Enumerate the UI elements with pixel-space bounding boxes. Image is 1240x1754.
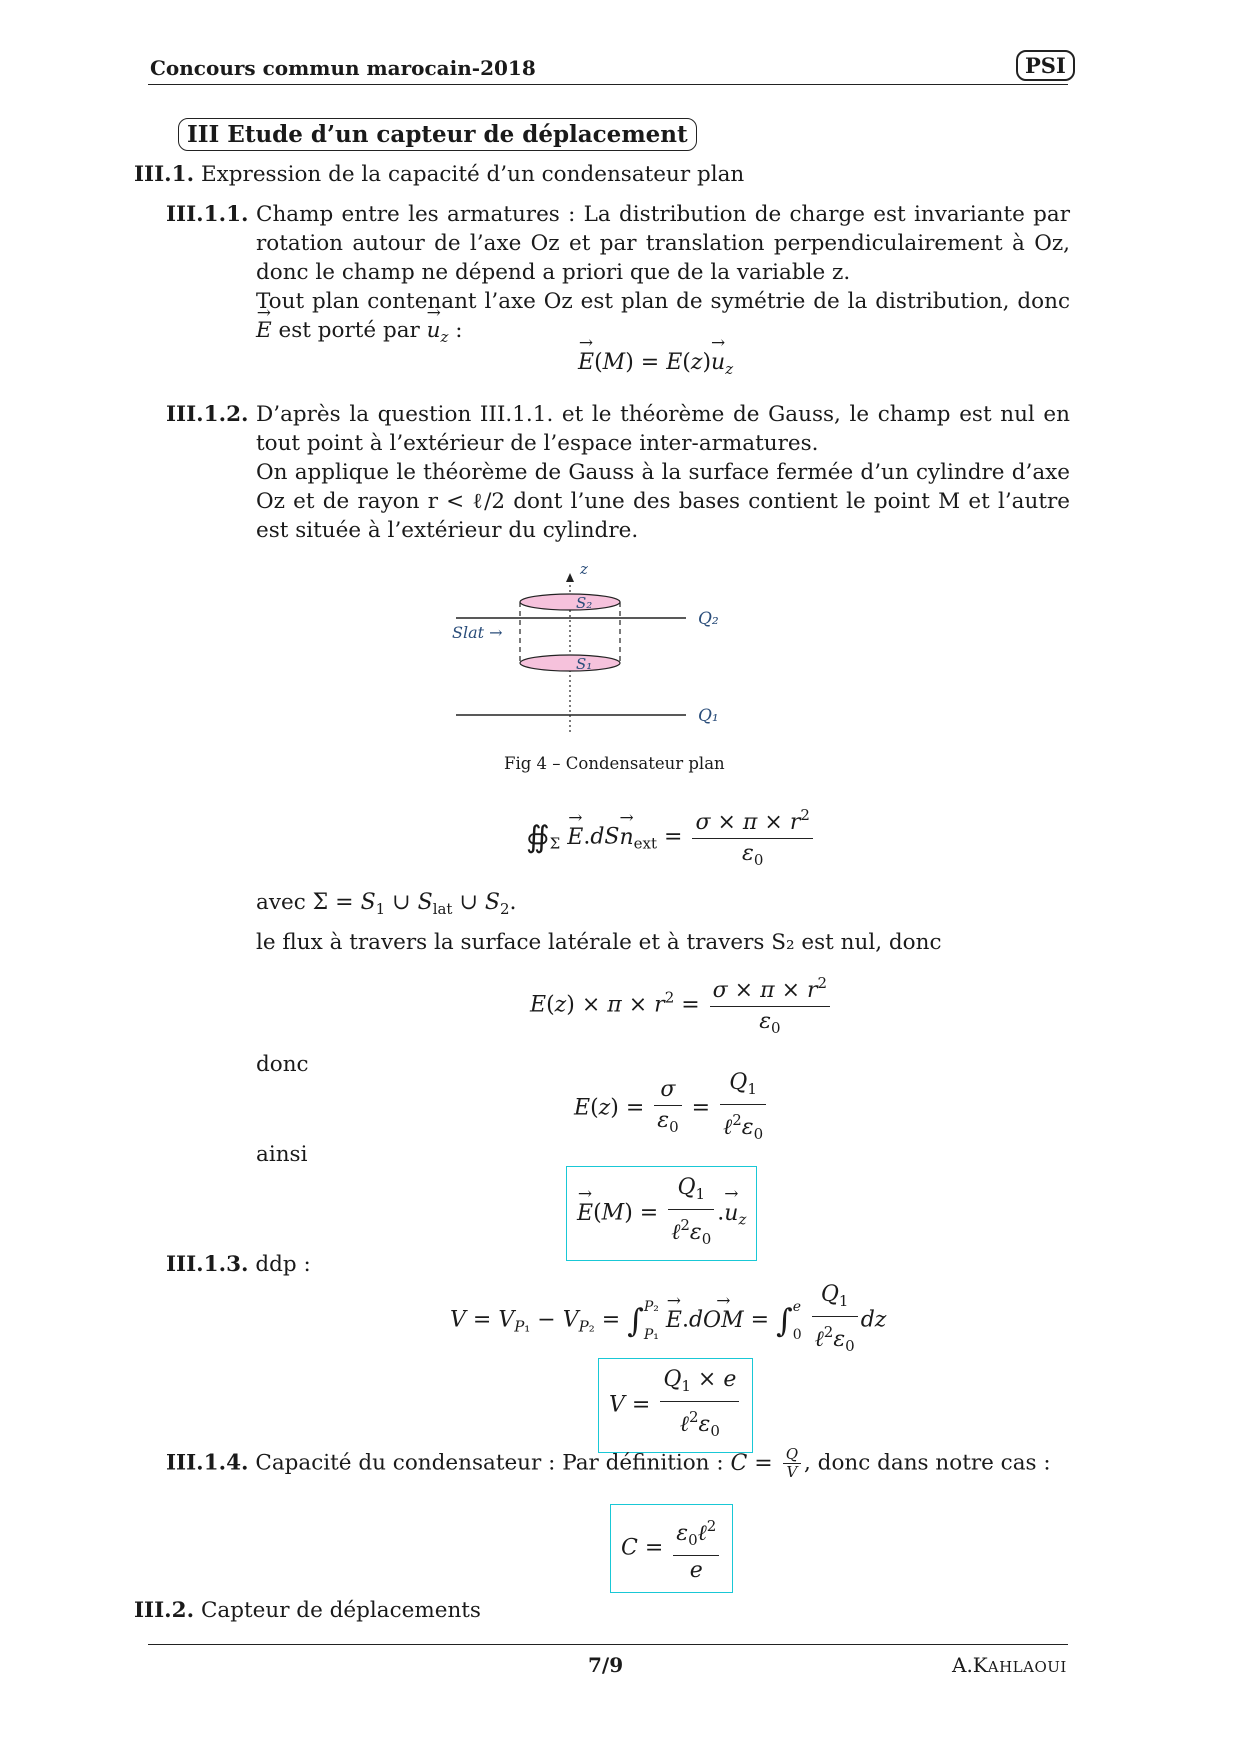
q312-p2: On applique le théorème de Gauss à la surface fermée d’un cylindre d’axe Oz et de rayon r < ℓ/2 dont l’une des bases contient le point M et l’autre est située à l’extérieur du cylindre.	[256, 460, 1070, 543]
q311-p2a: Tout plan contenant l’axe Oz est plan de symétrie de la distribution, donc	[256, 289, 1070, 314]
q32-label: III.2.	[134, 1598, 195, 1623]
q31-label: III.1.	[134, 162, 195, 187]
label-Q2: Q₂	[698, 609, 719, 629]
label-Q1: Q₁	[698, 706, 719, 726]
figure-condensateur	[440, 560, 760, 740]
label-S2: S₂	[576, 594, 593, 612]
flux-line: le flux à travers la surface latérale et à travers S₂ est nul, donc	[256, 930, 942, 955]
z-axis-arrow-icon	[566, 573, 574, 582]
footer-author: A.KAHLAOUI	[952, 1653, 1067, 1677]
q314-line: III.1.4. Capacité du condensateur : Par définition : C = $\frac{Q}{V}$ , donc dans notre cas :	[166, 1445, 1051, 1481]
q314-text-a: Capacité du condensateur : Par définition :	[255, 1450, 724, 1476]
q31-line	[134, 160, 744, 189]
header-badge: PSI	[1016, 50, 1075, 81]
q311-body	[256, 200, 1070, 352]
equation-gauss: $∯_\Sigma \to E.dS\to n_{ext}$ = $\frac{\sigma \times \pi \times r^2}{\varepsilon_0}$	[526, 800, 816, 875]
equation-flux-cylinder: $E(z) \times \pi \times r^2$ = $\frac{\sigma \times \pi \times r^2}{\varepsilon_0}$	[530, 968, 833, 1043]
equation-Ez: E(z) = $\frac{\sigma}{\varepsilon_0}$ = $\frac{Q_1}{\ell^2\varepsilon_0}$	[574, 1068, 769, 1149]
boxed-result-E: → E(M) = $\frac{Q_1}{\ell^2\varepsilon_0}$ .→ $u_z$	[566, 1166, 757, 1261]
q311-p1: Champ entre les armatures : La distribution de charge est invariante par rotation autour de l’axe Oz et par translation perpendiculairement à Oz, donc le champ ne dépend a priori que de la variable z.	[256, 202, 1070, 285]
donc-word: donc	[256, 1052, 309, 1077]
header-title: Concours commun marocain-2018	[150, 56, 536, 80]
q312-body	[256, 400, 1070, 545]
section-title: III Etude d’un capteur de déplacement	[178, 118, 697, 151]
ainsi-word: ainsi	[256, 1142, 308, 1167]
avec-line: avec $\Sigma = S_1$ ∪ $S_{lat}$ ∪ $S_2$.	[256, 890, 517, 918]
footer-page-number: 7/9	[588, 1653, 624, 1677]
q313-line	[166, 1250, 311, 1279]
q314-text-b: , donc dans notre cas :	[804, 1450, 1051, 1476]
figure-caption: Fig 4 – Condensateur plan	[504, 754, 725, 773]
equation-E-field: → $E(M) = E(z)\to u_z$	[578, 350, 733, 378]
vector-E-symbol: → E	[256, 316, 272, 345]
q313-text: ddp :	[255, 1252, 311, 1277]
boxed-result-C: C = $\frac{\varepsilon_0\ell^2}{e}$	[610, 1504, 733, 1593]
surface-S2	[520, 594, 620, 610]
q312-label: III.1.2.	[166, 402, 249, 427]
avec-word: avec	[256, 890, 306, 915]
label-S1: S₁	[576, 655, 593, 673]
q32-line	[134, 1596, 481, 1625]
label-Slat: Slat →	[452, 623, 503, 642]
q311-p2b: est porté par	[278, 318, 420, 343]
boxed-result-V: V = $\frac{Q_1 \times e}{\ell^2\varepsilon_0}$	[598, 1358, 753, 1453]
q312-avec-block	[256, 888, 1070, 957]
q311-p2c: :	[455, 318, 463, 343]
footer-rule	[148, 1644, 1068, 1645]
equation-ddp: $V = V_{P_1} - V_{P_2} = \int P_2$ P₁ → E.d→ OM = ∫e 0 $\frac{Q_1}{\ell^2\varepsilon_0}$ dz	[450, 1280, 886, 1361]
label-z: z	[580, 560, 588, 578]
q311-label: III.1.1.	[166, 202, 249, 227]
q31-text: Expression de la capacité d’un condensateur plan	[200, 162, 745, 187]
header-rule	[148, 84, 1068, 85]
q32-text: Capteur de déplacements	[200, 1598, 481, 1623]
q313-label: III.1.3.	[166, 1252, 249, 1277]
q311-p2: Tout plan contenant l’axe Oz est plan de symétrie de la distribution, donc → E est porté par → $u_z$ :	[256, 287, 1070, 352]
q312-p1: D’après la question III.1.1. et le théorème de Gauss, le champ est nul en tout point à l’extérieur de l’espace inter-armatures.	[256, 402, 1070, 456]
surface-S1	[520, 655, 620, 671]
vector-u-symbol: → u	[427, 316, 441, 345]
q314-label: III.1.4.	[166, 1450, 249, 1476]
